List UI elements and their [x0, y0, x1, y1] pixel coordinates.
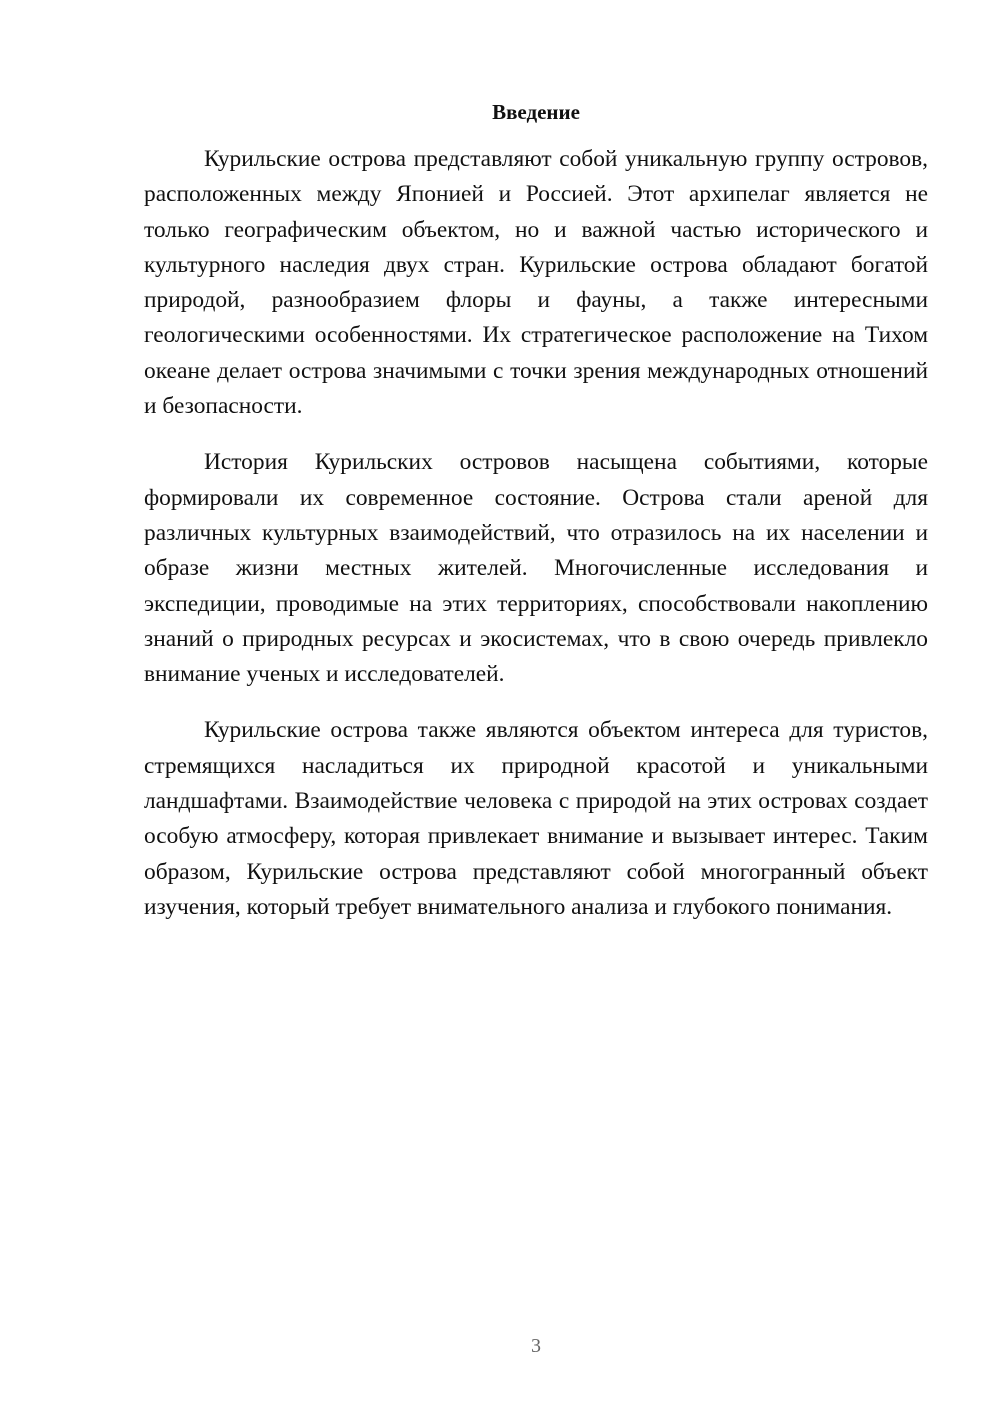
body-text — [144, 142, 928, 946]
paragraph-1: Курильские острова представляют собой уникальную группу островов, расположенных между Японией и Россией. Этот архипелаг является не только географическим объектом, но и важной частью исторического и культурного наследия двух стран. Курильские острова обладают богатой природой, разнообразием флоры и фауны, а также интересными геологическими особенностями. Их стратегическое расположение на Тихом океане делает острова значимыми с точки зрения международных отношений и безопасности. — [144, 146, 928, 420]
paragraph-3: Курильские острова также являются объектом интереса для туристов, стремящихся насладиться их природной красотой и уникальными ландшафтами. Взаимодействие человека с природой на этих островах создает особую атмосферу, которая привлекает внимание и вызывает интерес. Таким образом, Курильские острова представляют собой многогранный объект изучения, который требует внимательного анализа и глубокого понимания. — [144, 717, 928, 920]
page-number: 3 — [531, 1335, 541, 1357]
section-heading: Введение — [492, 100, 580, 124]
paragraph-2: История Курильских островов насыщена событиями, которые формировали их современное состояние. Острова стали ареной для различных культурных взаимодействий, что отразилось на их населении и образе жизни местных жителей. Многочисленные исследования и экспедиции, проводимые на этих территориях, способствовали накоплению знаний о природных ресурсах и экосистемах, что в свою очередь привлекло внимание ученых и исследователей. — [144, 449, 928, 688]
